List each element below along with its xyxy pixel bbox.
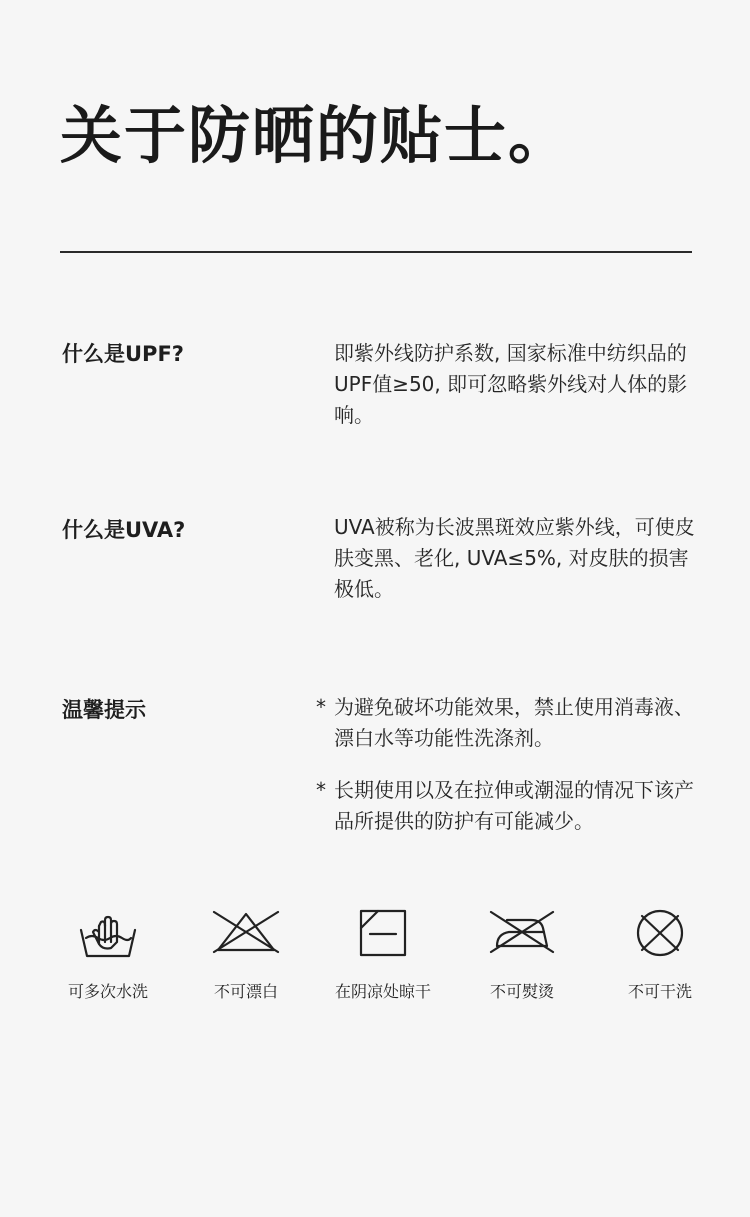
no-iron-icon bbox=[487, 906, 557, 956]
no-bleach-icon bbox=[210, 906, 282, 956]
care-label: 在阴凉处晾干 bbox=[334, 982, 431, 1001]
tip-item bbox=[316, 775, 708, 837]
dry-flat-in-shade-icon bbox=[356, 906, 410, 960]
tip-marker: * bbox=[316, 778, 326, 802]
care-label: 不可干洗 bbox=[627, 982, 692, 1001]
uva-label: 什么是UVA? bbox=[62, 518, 186, 542]
uva-description: UVA被称为长波黑斑效应紫外线，可使皮肤变黑、老化, UVA≤5%, 对皮肤的损害极低。 bbox=[334, 515, 695, 601]
care-item-hand-wash bbox=[38, 906, 178, 1016]
upf-label: 什么是UPF? bbox=[62, 342, 184, 366]
divider bbox=[60, 251, 692, 253]
tip-item bbox=[316, 692, 708, 754]
tip-text: 长期使用以及在拉伸或潮湿的情况下该产品所提供的防护有可能减少。 bbox=[334, 778, 694, 833]
upf-description: 即紫外线防护系数, 国家标准中纺织品的UPF值≥50, 即可忽略紫外线对人体的影响。 bbox=[334, 341, 688, 427]
tip-marker: * bbox=[316, 695, 326, 719]
care-item-no-iron bbox=[452, 906, 592, 1016]
hand-wash-icon bbox=[77, 906, 139, 962]
care-item-no-bleach bbox=[176, 906, 316, 1016]
care-item-dry-in-shade bbox=[313, 906, 453, 1016]
care-label: 不可漂白 bbox=[213, 982, 278, 1001]
no-dry-clean-icon bbox=[632, 906, 688, 960]
warm-tips-label: 温馨提示 bbox=[62, 698, 146, 722]
care-label: 不可熨烫 bbox=[489, 982, 554, 1001]
care-item-no-dry-clean bbox=[590, 906, 730, 1016]
tip-text: 为避免破坏功能效果，禁止使用消毒液、漂白水等功能性洗涤剂。 bbox=[334, 695, 694, 750]
page-title: 关于防晒的贴士。 bbox=[60, 99, 573, 172]
care-label: 可多次水洗 bbox=[67, 982, 148, 1001]
